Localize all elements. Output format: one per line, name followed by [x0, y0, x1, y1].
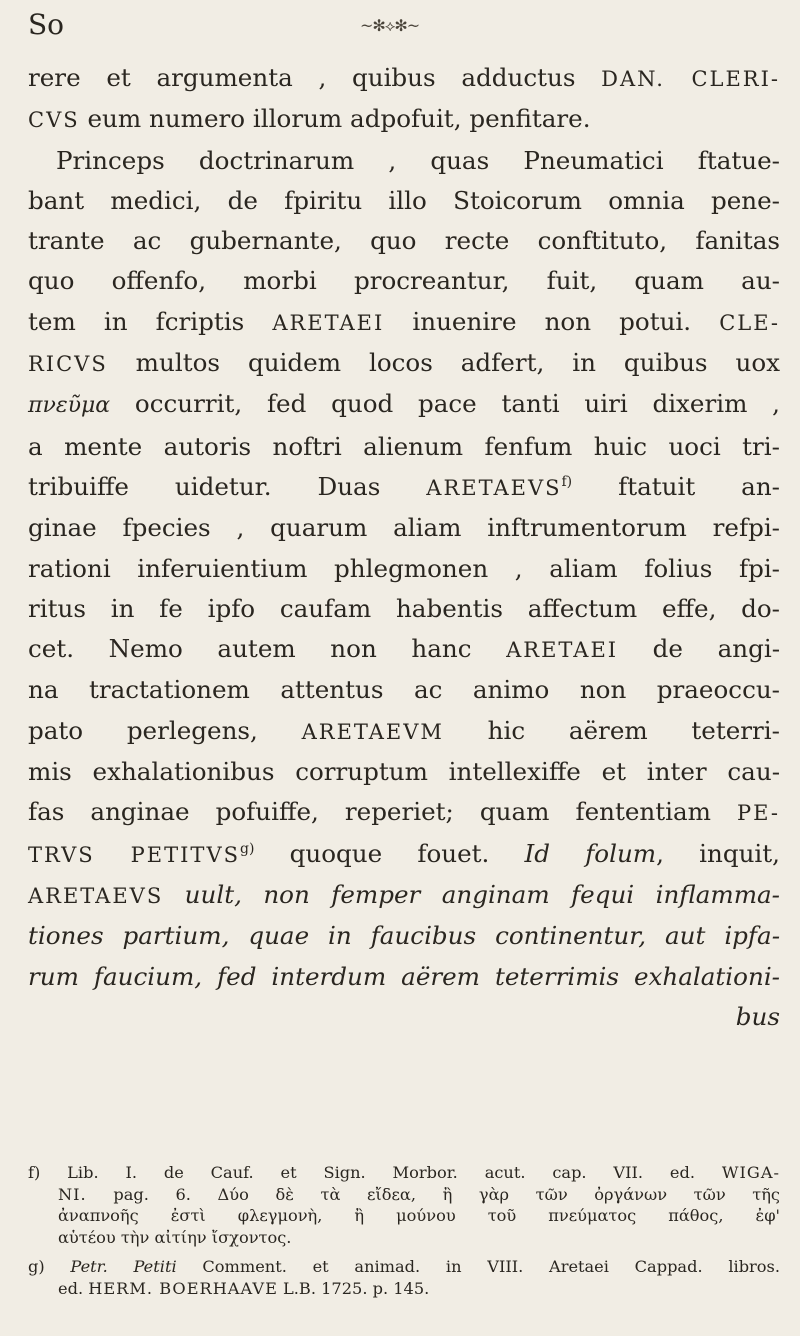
page-header	[28, 4, 772, 44]
text-line: rum faucium, fed interdum aërem teterrimis exhalationi-	[28, 961, 780, 991]
text-line: pato perlegens, ARETAEVM hic aërem teterri-	[28, 715, 780, 745]
text-line: ritus in fe ipfo caufam habentis affectum effe, do-	[28, 593, 780, 623]
footnote-marker: g)	[240, 840, 255, 857]
footnote-line: NI. pag. 6. Δύο δὲ τὰ εἴδεα, ἢ γὰρ τῶν ὀργάνων τῶν τῆς	[58, 1184, 780, 1204]
catchword: bus	[735, 1001, 780, 1031]
main-text	[28, 58, 780, 1037]
text-line: RICVS multos quidem locos adfert, in quibus uox	[28, 348, 780, 378]
text-line: tem in fcriptis ARETAEI inuenire non potui. CLE-	[28, 306, 781, 336]
text-line: mis exhalationibus corruptum intellexiffe et inter cau-	[28, 757, 780, 787]
page-number: So	[28, 8, 65, 41]
text-line: tribuiffe uidetur. Duas ARETAEVS$^{f)}$ ftatuit an-	[28, 471, 780, 501]
text-line: cet. Nemo autem non hanc ARETAEI de angi-	[28, 634, 780, 664]
text-line: πνεῦμα occurrit, fed quod pace tanti uiri dixerim ,	[28, 389, 780, 419]
text-line: quo offenfo, morbi procreantur, fuit, quam au-	[28, 266, 780, 296]
text-line: Princeps doctrinarum , quas Pneumatici ftatue-	[56, 145, 780, 175]
text-line: ARETAEVS uult, non femper anginam fequi inflamma-	[28, 879, 780, 909]
footnote-g	[28, 1256, 780, 1299]
text-line: na tractationem attentus ac animo non praeoccu-	[28, 675, 780, 705]
text-line: trante ac gubernante, quo recte conftituto, fanitas	[28, 226, 780, 256]
text-line: TRVS PETITVS$^{g)}$ quoque fouet. Id folum, inquit,	[28, 838, 781, 868]
footnote-f	[28, 1162, 780, 1248]
text-line: fas anginae pofuiffe, reperiet; quam fententiam PE-	[28, 797, 780, 827]
footnote-line: g) Petr. Petiti Comment. et animad. in VIII. Aretaei Cappad. libros.	[28, 1257, 780, 1276]
header-ornament-icon: ~✻⟡✻~	[360, 16, 420, 35]
footnote-line: f) Lib. I. de Cauf. et Sign. Morbor. acut. cap. VII. ed. WIGA-	[28, 1163, 780, 1182]
text-line: a mente autoris noftri alienum fenfum huic uoci tri-	[28, 431, 780, 461]
footnotes	[28, 1162, 780, 1299]
text-line: rationi inferuientium phlegmonen , aliam folius fpi-	[28, 553, 780, 583]
text-line: rere et argumenta , quibus adductus DAN. CLERI-	[28, 63, 780, 92]
text-line: ginae fpecies , quarum aliam inftrumentorum refpi-	[28, 513, 780, 543]
text-line: tiones partium, quae in faucibus continentur, aut ipfa-	[28, 921, 780, 951]
text-line: CVS eum numero illorum adpofuit, penfitare.	[28, 104, 591, 134]
footnote-line: ἀναπνοῆς ἐστὶ φλεγμονὴ, ἢ μούνου τοῦ πνεύματος πάθος, ἐφ'	[58, 1206, 780, 1225]
footnote-line: ed. HERM. BOERHAAVE L.B. 1725. p. 145.	[58, 1278, 430, 1298]
footnote-marker: f)	[561, 473, 573, 490]
text-line: bant medici, de fpiritu illo Stoicorum omnia pene-	[28, 185, 780, 215]
footnote-line: αὑτέου τὴν αἰτίην ἴσχοντος.	[58, 1227, 292, 1247]
